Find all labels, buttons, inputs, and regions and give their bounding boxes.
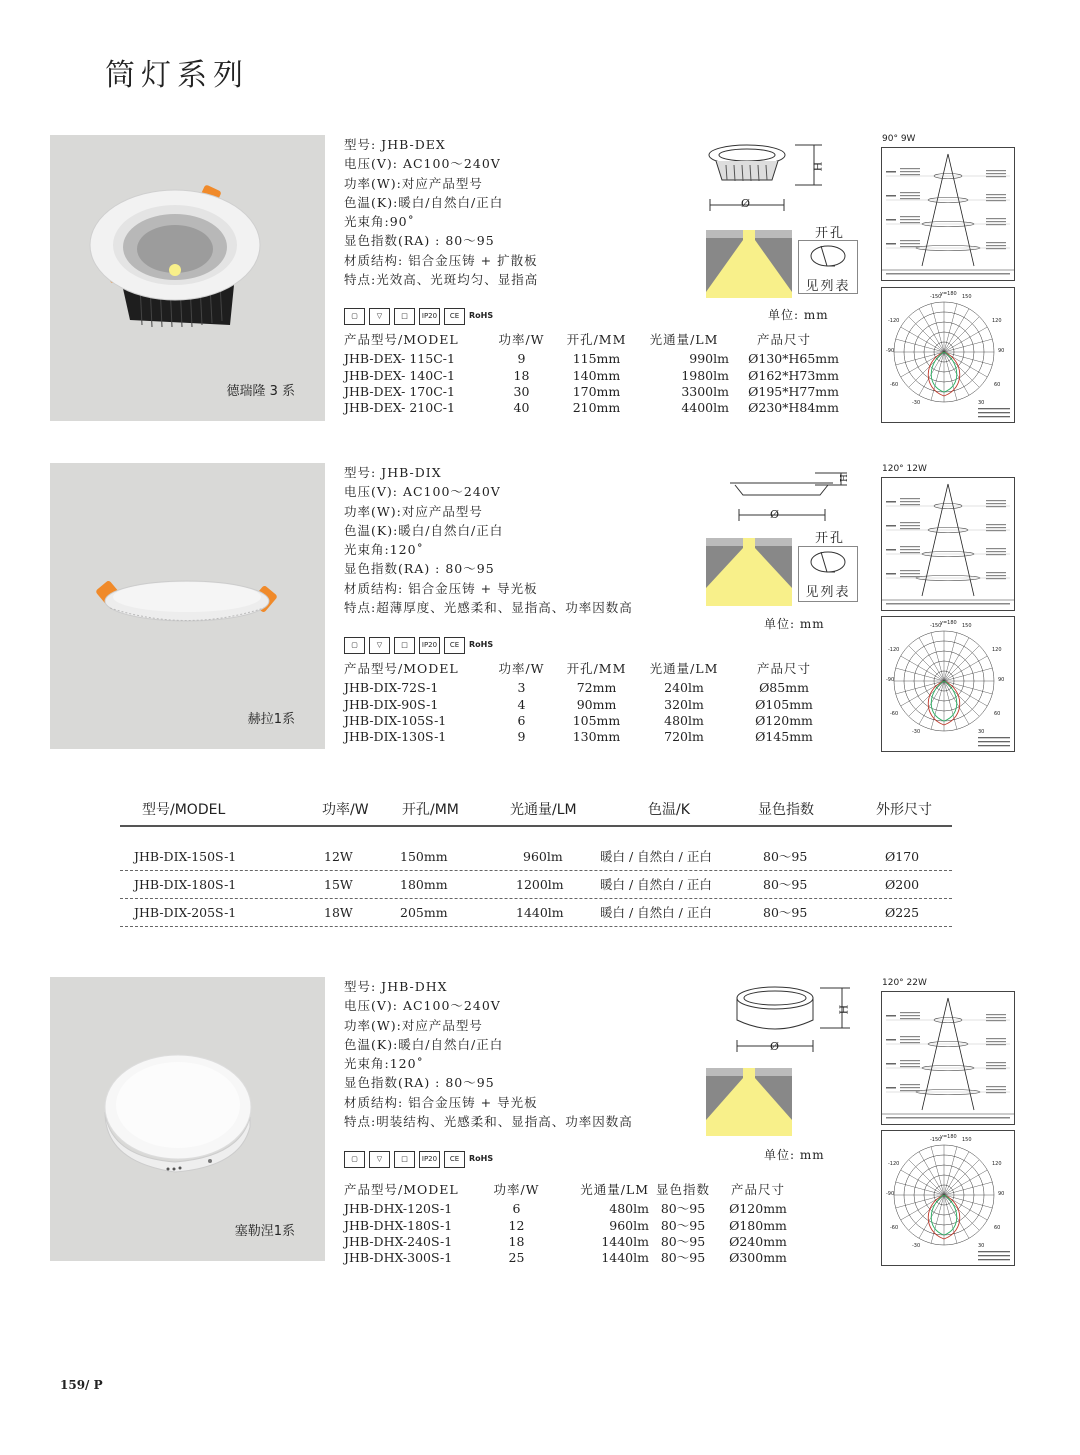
tiny-text-line (986, 248, 1006, 249)
spec-line: 特点:光效高、光斑均匀、显指高 (344, 272, 539, 288)
tiny-text-line (900, 192, 920, 193)
tiny-text-line (900, 1012, 920, 1013)
tiny-text-line (900, 546, 920, 547)
tiny-text-line (978, 412, 1010, 413)
tiny-text-line (900, 174, 920, 175)
tiny-text-line (886, 171, 896, 173)
table-row: JHB-DEX- 140C-1 18 140mm 1980lm Ø162*H73mm (344, 367, 839, 383)
downlight-image (50, 135, 325, 421)
ce-icon: CE (444, 1151, 465, 1168)
tiny-text-line (986, 1020, 1006, 1021)
col-header: 产品尺寸 (756, 332, 811, 347)
tiny-text-line (886, 1039, 896, 1041)
beam-illustration (706, 538, 792, 606)
col-header: 产品型号/MODEL (344, 1182, 459, 1197)
photo-label: 塞勒涅1系 (234, 1224, 295, 1239)
tiny-text-line (900, 222, 920, 223)
tiny-text-line (978, 408, 1010, 409)
table-row: JHB-DIX-90S-1 4 90mm 320lm Ø105mm (344, 696, 813, 712)
col-header: 光通量/LM (580, 1182, 649, 1197)
col-header: 功率/W (498, 661, 545, 676)
see-list-label: 见列表 (805, 279, 851, 294)
cutout-box (798, 240, 858, 294)
col-header: 功率/W (498, 332, 545, 347)
tiny-text-line (900, 522, 920, 523)
f-mark-icon: ▽ (369, 1151, 390, 1168)
tiny-text-line (986, 1065, 1006, 1066)
table-row: JHB-DIX-180S-1 15W 180mm 1200lm 暖白 / 自然白 / 正白 80～95 Ø200 (120, 871, 952, 899)
col-header: 光通量/LM (510, 802, 577, 818)
polar-angle-label: 60 (994, 382, 1001, 388)
cutout-label: 开孔 (815, 226, 846, 241)
spec-line: 功率(W):对应产品型号 (344, 503, 483, 519)
spec-line: 材质结构: 铝合金压铸 + 扩散板 (344, 252, 538, 268)
tiny-text-line (986, 1062, 1006, 1063)
f-mark-icon: ▽ (369, 308, 390, 325)
polar-angle-label: 90 (998, 348, 1005, 354)
table-row: JHB-DEX- 115C-1 9 115mm 990lm Ø130*H65mm (344, 351, 839, 367)
tiny-text-line (986, 503, 1006, 504)
tiny-text-line (900, 498, 920, 499)
tiny-text-line (978, 1251, 1010, 1252)
tiny-text-line (978, 737, 1010, 738)
spec-list (344, 977, 633, 1131)
ip20-icon: IP20 (419, 1151, 440, 1168)
col-header: 产品型号/MODEL (344, 332, 459, 347)
cone-graphic (882, 992, 1014, 1124)
tiny-text-line (986, 173, 1006, 174)
ip20-icon: IP20 (419, 637, 440, 654)
height-label: H (810, 161, 824, 172)
tiny-text-line (900, 1066, 920, 1067)
illuminance-cone-chart (881, 477, 1015, 611)
beam-illustration (706, 1068, 792, 1136)
tiny-text-line (886, 501, 896, 503)
col-header: 功率/W (493, 1182, 540, 1197)
polar-angle-label: -150 (930, 1137, 942, 1143)
polar-angle-label: -60 (890, 1225, 899, 1231)
polar-angle-label: -30 (912, 400, 921, 406)
cutout-box (798, 546, 858, 602)
tiny-text-line (900, 501, 920, 502)
table-row: JHB-DIX-72S-1 3 72mm 240lm Ø85mm (344, 680, 809, 696)
table-row: JHB-DHX-240S-1 18 1440lm 80～95 Ø240mm (344, 1233, 787, 1249)
certification-icons (344, 308, 493, 325)
spec-line: 色温(K):暖白/自然白/正白 (344, 1036, 504, 1052)
tiny-text-line (886, 549, 896, 551)
polar-angle-label: 120 (992, 318, 1002, 324)
table-row: JHB-DEX- 210C-1 40 210mm 4400lm Ø230*H84mm (344, 400, 839, 416)
see-list-label: 见列表 (805, 585, 851, 600)
spec-line: 色温(K):暖白/自然白/正白 (344, 522, 504, 538)
tiny-text-line (900, 1063, 920, 1064)
polar-angle-label: 150 (962, 1137, 972, 1143)
dimension-drawing (702, 135, 832, 215)
illuminance-cone-chart (881, 991, 1015, 1125)
tiny-text-line (886, 603, 1010, 605)
tiny-text-line (986, 1017, 1006, 1018)
polar-distribution-chart (881, 287, 1015, 423)
tiny-text-line (886, 243, 896, 245)
polar-angle-label: -90 (886, 348, 895, 354)
cone-graphic (882, 148, 1014, 280)
polar-angle-label: -150 (930, 294, 942, 300)
tiny-text-line (886, 1015, 896, 1017)
rohs-icon: RoHS (469, 640, 494, 649)
polar-graphic (882, 1131, 1014, 1265)
tiny-text-line (986, 194, 1006, 195)
polar-angle-label: 30 (978, 400, 985, 406)
polar-angle-label: γ=180 (940, 1134, 957, 1140)
tiny-text-line (986, 1044, 1006, 1045)
spec-line: 电压(V): AC100～240V (344, 156, 501, 172)
polar-angle-label: 150 (962, 623, 972, 629)
certification-icons (344, 1151, 493, 1168)
polar-angle-label: -150 (930, 623, 942, 629)
double-insulation-icon: □ (394, 308, 415, 325)
table-row: JHB-DEX- 170C-1 30 170mm 3300lm Ø195*H77mm (344, 383, 839, 399)
polar-angle-label: 120 (992, 647, 1002, 653)
tiny-text-line (986, 170, 1006, 171)
polar-angle-label: 30 (978, 729, 985, 735)
polar-angle-label: -30 (912, 1243, 921, 1249)
tiny-text-line (886, 525, 896, 527)
extended-model-table (120, 795, 952, 927)
tiny-text-line (986, 551, 1006, 552)
table-row: JHB-DIX-105S-1 6 105mm 480lm Ø120mm (344, 712, 813, 728)
polar-angle-label: 60 (994, 711, 1001, 717)
polar-angle-label: 90 (998, 677, 1005, 683)
tiny-text-line (986, 1086, 1006, 1087)
tiny-text-line (900, 552, 920, 553)
tiny-text-line (986, 1014, 1006, 1015)
tiny-text-line (978, 416, 1010, 417)
product-photo (50, 463, 325, 749)
ce-icon: CE (444, 308, 465, 325)
tiny-text-line (986, 572, 1006, 573)
table-row: JHB-DIX-205S-1 18W 205mm 1440lm 暖白 / 自然白 / 正白 80～95 Ø225 (120, 899, 952, 927)
spec-line: 显色指数(RA) : 80～95 (344, 1075, 495, 1091)
spec-line: 型号: JHB-DHX (344, 979, 448, 994)
tiny-text-line (886, 1117, 1010, 1119)
page-number: 159/ P (60, 1378, 103, 1392)
tiny-text-line (900, 240, 920, 241)
spec-line: 材质结构: 铝合金压铸 + 导光板 (344, 1094, 538, 1110)
tiny-text-line (886, 1063, 896, 1065)
tiny-text-line (986, 530, 1006, 531)
unit-label: 单位: mm (764, 1148, 825, 1162)
tiny-text-line (900, 1042, 920, 1043)
table-row: JHB-DHX-180S-1 12 960lm 80～95 Ø180mm (344, 1217, 787, 1233)
tiny-text-line (900, 198, 920, 199)
tiny-text-line (900, 1018, 920, 1019)
polar-graphic (882, 617, 1014, 751)
spec-line: 光束角:90˚ (344, 214, 415, 230)
beam-chart-title: 120° 22W (882, 978, 927, 988)
house-icon: ▢ (344, 1151, 365, 1168)
cone-graphic (882, 478, 1014, 610)
spec-line: 功率(W):对应产品型号 (344, 1017, 483, 1033)
tiny-text-line (986, 224, 1006, 225)
tiny-text-line (886, 273, 1010, 275)
spec-line: 功率(W):对应产品型号 (344, 175, 483, 191)
tiny-text-line (886, 573, 896, 575)
tiny-text-line (900, 573, 920, 574)
tiny-text-line (900, 246, 920, 247)
tiny-text-line (986, 242, 1006, 243)
spec-list (344, 463, 633, 617)
col-header: 光通量/LM (649, 661, 719, 676)
polar-distribution-chart (881, 616, 1015, 752)
model-table (344, 332, 839, 416)
polar-angle-label: 60 (994, 1225, 1001, 1231)
tiny-text-line (900, 570, 920, 571)
col-header: 显色指数 (655, 1182, 710, 1197)
tiny-text-line (978, 741, 1010, 742)
spec-line: 特点:超薄厚度、光感柔和、显指高、功率因数高 (344, 600, 633, 616)
tiny-text-line (900, 1036, 920, 1037)
spec-line: 型号: JHB-DEX (344, 137, 446, 152)
tiny-text-line (986, 524, 1006, 525)
polar-angle-label: 30 (978, 1243, 985, 1249)
polar-angle-label: γ=180 (940, 620, 957, 626)
col-header: 开孔/MM (566, 332, 627, 347)
cutout-icon (799, 241, 857, 271)
col-header: 开孔/MM (566, 661, 627, 676)
tiny-text-line (986, 500, 1006, 501)
table-header (120, 795, 952, 827)
model-table (344, 1182, 799, 1266)
tiny-text-line (986, 176, 1006, 177)
tiny-text-line (978, 1255, 1010, 1256)
tiny-text-line (986, 1068, 1006, 1069)
tiny-text-line (900, 1090, 920, 1091)
tiny-text-line (986, 1092, 1006, 1093)
tiny-text-line (978, 745, 1010, 746)
tiny-text-line (900, 576, 920, 577)
dimension-drawing (730, 980, 860, 1060)
tiny-text-line (900, 504, 920, 505)
col-header: 色温/K (648, 802, 690, 818)
tiny-text-line (986, 221, 1006, 222)
spec-line: 型号: JHB-DIX (344, 465, 442, 480)
tiny-text-line (986, 200, 1006, 201)
ip20-icon: IP20 (419, 308, 440, 325)
spec-line: 电压(V): AC100～240V (344, 998, 501, 1014)
tiny-text-line (886, 195, 896, 197)
polar-angle-label: -120 (888, 647, 900, 653)
diameter-label: Ø (741, 197, 751, 210)
col-header: 产品尺寸 (756, 661, 811, 676)
tiny-text-line (900, 195, 920, 196)
col-header: 产品型号/MODEL (344, 661, 459, 676)
col-header: 产品尺寸 (730, 1182, 785, 1197)
photo-label: 德瑞隆 3 系 (226, 384, 295, 399)
col-header: 功率/W (322, 802, 369, 818)
tiny-text-line (900, 171, 920, 172)
polar-angle-label: -60 (890, 711, 899, 717)
tiny-text-line (986, 1089, 1006, 1090)
height-label: H (836, 1004, 850, 1015)
col-header: 开孔/MM (402, 802, 459, 818)
beam-illustration (706, 230, 792, 298)
spec-line: 特点:明装结构、光感柔和、显指高、功率因数高 (344, 1114, 633, 1130)
polar-angle-label: -90 (886, 677, 895, 683)
spec-line: 光束角:120˚ (344, 1056, 424, 1072)
photo-label: 赫拉1系 (247, 712, 295, 727)
page-title: 筒灯系列 (105, 58, 249, 93)
table-row: JHB-DHX-300S-1 25 1440lm 80～95 Ø300mm (344, 1250, 787, 1266)
polar-angle-label: 90 (998, 1191, 1005, 1197)
spec-line: 显色指数(RA) : 80～95 (344, 233, 495, 249)
polar-angle-label: -60 (890, 382, 899, 388)
product-photo (50, 135, 325, 421)
spec-line: 色温(K):暖白/自然白/正白 (344, 194, 504, 210)
tiny-text-line (986, 197, 1006, 198)
col-header: 光通量/LM (649, 332, 719, 347)
cutout-label: 开孔 (815, 531, 846, 546)
spec-line: 材质结构: 铝合金压铸 + 导光板 (344, 580, 538, 596)
rohs-icon: RoHS (469, 1154, 494, 1163)
polar-distribution-chart (881, 1130, 1015, 1266)
tiny-text-line (986, 548, 1006, 549)
diameter-label: Ø (770, 1040, 780, 1053)
tiny-text-line (900, 1087, 920, 1088)
polar-angle-label: 120 (992, 1161, 1002, 1167)
spec-line: 显色指数(RA) : 80～95 (344, 561, 495, 577)
table-row: JHB-DIX-150S-1 12W 150mm 960lm 暖白 / 自然白 / 正白 80～95 Ø170 (120, 843, 952, 871)
polar-angle-label: -120 (888, 1161, 900, 1167)
polar-angle-label: γ=180 (940, 291, 957, 297)
cutout-icon (799, 547, 857, 577)
tiny-text-line (886, 219, 896, 221)
tiny-text-line (900, 1039, 920, 1040)
spec-line: 光束角:120˚ (344, 542, 424, 558)
surface-light-image (50, 977, 325, 1261)
tiny-text-line (900, 528, 920, 529)
table-row: JHB-DHX-120S-1 6 480lm 80～95 Ø120mm (344, 1201, 787, 1217)
product-photo (50, 977, 325, 1261)
double-insulation-icon: □ (394, 1151, 415, 1168)
beam-chart-title: 90° 9W (882, 134, 916, 144)
col-header: 显色指数 (758, 802, 814, 818)
tiny-text-line (986, 575, 1006, 576)
polar-graphic (882, 288, 1014, 422)
spec-list (344, 135, 538, 289)
polar-angle-label: -30 (912, 729, 921, 735)
house-icon: ▢ (344, 637, 365, 654)
illuminance-cone-chart (881, 147, 1015, 281)
tiny-text-line (900, 525, 920, 526)
height-label: H (836, 474, 847, 482)
tiny-text-line (886, 1087, 896, 1089)
model-table (344, 661, 839, 745)
tiny-text-line (986, 527, 1006, 528)
rohs-icon: RoHS (469, 311, 494, 320)
spec-line: 电压(V): AC100～240V (344, 484, 501, 500)
tiny-text-line (986, 1038, 1006, 1039)
tiny-text-line (978, 1259, 1010, 1260)
unit-label: 单位: mm (768, 308, 829, 322)
tiny-text-line (900, 216, 920, 217)
diameter-label: Ø (770, 508, 780, 521)
ce-icon: CE (444, 637, 465, 654)
tiny-text-line (986, 554, 1006, 555)
col-header: 外形尺寸 (876, 802, 932, 818)
tiny-text-line (986, 1041, 1006, 1042)
house-icon: ▢ (344, 308, 365, 325)
dimension-drawing (725, 465, 855, 525)
tiny-text-line (900, 219, 920, 220)
f-mark-icon: ▽ (369, 637, 390, 654)
tiny-text-line (986, 218, 1006, 219)
tiny-text-line (900, 1060, 920, 1061)
polar-angle-label: -120 (888, 318, 900, 324)
tiny-text-line (900, 1015, 920, 1016)
panel-light-image (50, 463, 325, 749)
unit-label: 单位: mm (764, 617, 825, 631)
polar-angle-label: 150 (962, 294, 972, 300)
tiny-text-line (900, 1084, 920, 1085)
tiny-text-line (986, 245, 1006, 246)
col-header: 型号/MODEL (142, 802, 226, 818)
certification-icons (344, 637, 493, 654)
tiny-text-line (900, 168, 920, 169)
tiny-text-line (986, 506, 1006, 507)
double-insulation-icon: □ (394, 637, 415, 654)
tiny-text-line (986, 578, 1006, 579)
table-row: JHB-DIX-130S-1 9 130mm 720lm Ø145mm (344, 729, 813, 745)
beam-chart-title: 120° 12W (882, 464, 927, 474)
tiny-text-line (900, 243, 920, 244)
tiny-text-line (900, 549, 920, 550)
polar-angle-label: -90 (886, 1191, 895, 1197)
